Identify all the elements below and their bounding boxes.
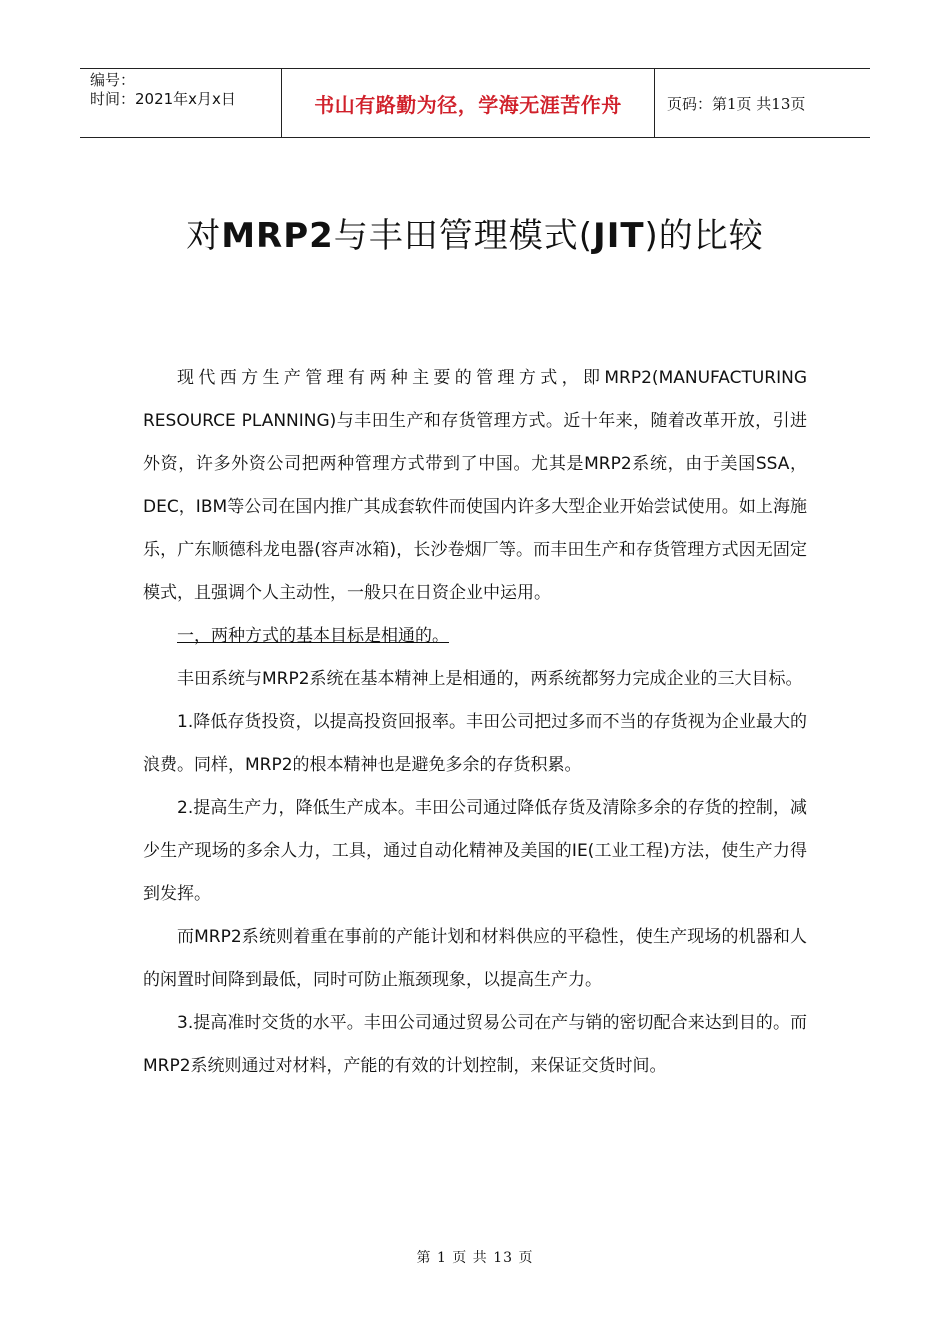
paragraph-goals: 丰田系统与MRP2系统在基本精神上是相通的，两系统都努力完成企业的三大目标。 [177,669,803,689]
title-part-post: )的比较 [644,216,764,256]
paragraph-goal-1: 1.降低存货投资，以提高投资回报率。丰田公司把过多而不当的存货视为企业最大的浪费。同样，MRP2的根本精神也是避免多余的存货积累。 [143,712,807,775]
title-part-jit: JIT [593,216,645,256]
page-footer: 第 1 页 共 13 页 [416,1250,534,1266]
code-label: 编号： [90,71,136,89]
document-header [80,68,870,138]
header-meta-cell [80,69,282,137]
page-title [0,208,950,257]
header-page-cell [655,69,870,137]
paragraph-intro: 现代西方生产管理有两种主要的管理方式，即MRP2(MANUFACTURING RESOURCE PLANNING)与丰田生产和存货管理方式。近十年来，随着改革开放，引进外资，许多外资公司把两种管理方式带到了中国。尤其是MRP2系统，由于美国SSA，DEC，IBM等公司在国内推广其成套软件而使国内许多大型企业开始尝试使用。如上海施乐，广东顺德科龙电器(容声冰箱)，长沙卷烟厂等。而丰田生产和存货管理方式因无固定模式，且强调个人主动性，一般只在日资企业中运用。 [143,368,807,603]
header-motto-cell [282,69,655,137]
page-label: 页码：第1页 共13页 [667,94,806,113]
paragraph-goal-2: 2.提高生产力，降低生产成本。丰田公司通过降低存货及清除多余的存货的控制，减少生产现场的多余人力，工具，通过自动化精神及美国的IE(工业工程)方法，使生产力得到发挥。 [143,798,807,904]
paragraph-goal-3: 3.提高准时交货的水平。丰田公司通过贸易公司在产与销的密切配合来达到目的。而MRP2系统则通过对材料，产能的有效的计划控制，来保证交货时间。 [143,1013,807,1076]
body-text [143,357,807,1088]
paragraph-mrp-capacity: 而MRP2系统则着重在事前的产能计划和材料供应的平稳性，使生产现场的机器和人的闲置时间降到最低，同时可防止瓶颈现象，以提高生产力。 [143,927,807,990]
time-label: 时间：2021年x月x日 [90,90,236,108]
title-part-pre: 对 [186,216,222,256]
motto-text: 书山有路勤为径，学海无涯苦作舟 [314,92,622,117]
title-part-mid: 与丰田管理模式( [333,216,594,256]
section-heading [143,615,807,658]
title-part-mrp: MRP2 [221,216,334,256]
section-heading-text: 一，两种方式的基本目标是相通的。 [177,626,449,646]
